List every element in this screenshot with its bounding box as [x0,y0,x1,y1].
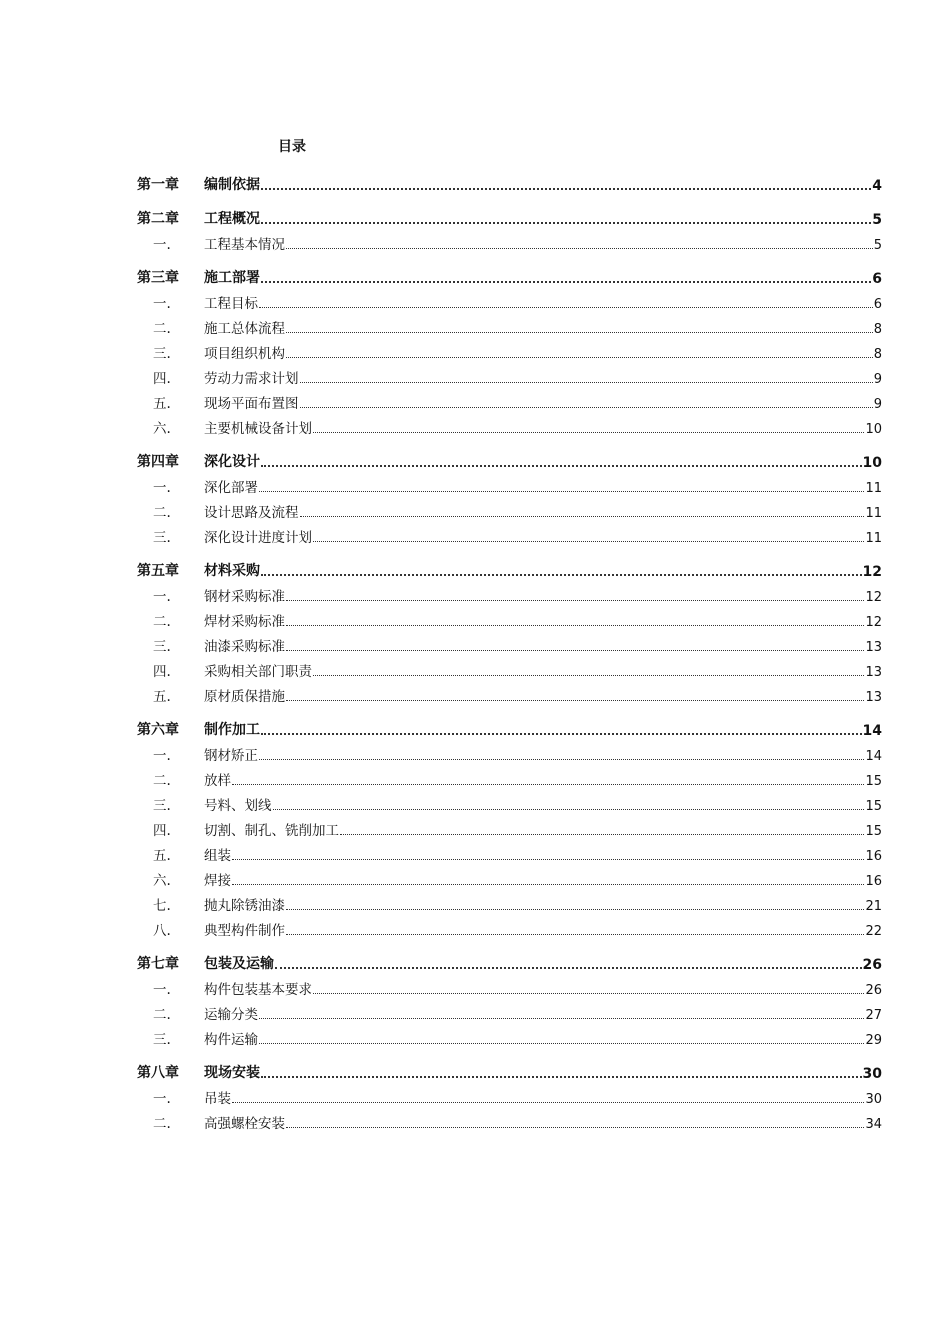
dot-leader [313,993,864,994]
toc-section-entry[interactable] [137,1082,882,1107]
section-number: 六. [153,421,171,437]
dot-leader [340,834,864,835]
page-number: 12 [862,564,882,580]
toc-section-entry[interactable] [137,764,882,789]
section-title: 焊接 [204,873,231,889]
page-number: 8 [873,322,882,337]
page-number: 30 [865,1092,882,1107]
page-number: 29 [865,1033,882,1048]
toc-section-entry[interactable] [137,387,882,412]
section-title: 原材质保措施 [204,689,285,705]
section-number: 三. [153,346,171,362]
page-number: 21 [865,899,882,914]
dot-leader [300,516,865,517]
page-number: 26 [862,957,882,973]
section-number: 八. [153,923,171,939]
toc-section-entry[interactable] [137,655,882,680]
chapter-number: 第二章 [137,211,179,227]
page-number: 4 [872,178,882,194]
section-title: 号料、划线 [204,798,272,814]
dot-leader [261,1076,862,1078]
page-number: 8 [873,347,882,362]
chapter-title: 材料采购 [204,563,260,579]
dot-leader [273,809,865,810]
dot-leader [286,909,864,910]
toc-chapter-entry[interactable] [137,947,882,973]
toc-chapter-entry[interactable] [137,713,882,739]
dot-leader [259,491,864,492]
section-number: 一. [153,237,171,253]
section-title: 采购相关部门职责 [204,664,312,680]
section-title: 工程目标 [204,296,258,312]
section-title: 主要机械设备计划 [204,421,312,437]
dot-leader [286,1127,864,1128]
section-title: 钢材采购标准 [204,589,285,605]
toc-section-entry[interactable] [137,362,882,387]
page-number: 11 [865,531,882,546]
dot-leader [313,541,864,542]
section-number: 五. [153,848,171,864]
toc-chapter-entry[interactable] [137,554,882,580]
dot-leader [286,248,873,249]
section-number: 四. [153,823,171,839]
section-number: 六. [153,873,171,889]
toc-section-entry[interactable] [137,412,882,437]
toc-section-entry[interactable] [137,814,882,839]
section-title: 深化部署 [204,480,258,496]
section-number: 二. [153,773,171,789]
toc-chapter-entry[interactable] [137,202,882,228]
table-of-contents [137,168,882,1132]
toc-section-entry[interactable] [137,998,882,1023]
toc-section-entry[interactable] [137,864,882,889]
page-number: 26 [865,983,882,998]
dot-leader [286,700,864,701]
section-number: 三. [153,1032,171,1048]
dot-leader [259,1043,864,1044]
section-number: 一. [153,1091,171,1107]
toc-section-entry[interactable] [137,839,882,864]
section-number: 一. [153,480,171,496]
dot-leader [232,1102,864,1103]
section-title: 高强螺栓安装 [204,1116,285,1132]
page-number: 6 [872,271,882,287]
toc-section-entry[interactable] [137,680,882,705]
toc-section-entry[interactable] [137,889,882,914]
toc-section-entry[interactable] [137,914,882,939]
section-number: 七. [153,898,171,914]
dot-leader [300,382,873,383]
page-number: 12 [865,615,882,630]
dot-leader [232,884,864,885]
section-title: 钢材矫正 [204,748,258,764]
toc-chapter-entry[interactable] [137,261,882,287]
section-title: 项目组织机构 [204,346,285,362]
toc-section-entry[interactable] [137,973,882,998]
page-number: 9 [873,397,882,412]
dot-leader [313,675,864,676]
page-number: 10 [862,455,882,471]
toc-chapter-entry[interactable] [137,445,882,471]
toc-chapter-entry[interactable] [137,168,882,194]
toc-section-entry[interactable] [137,312,882,337]
section-title: 油漆采购标准 [204,639,285,655]
page-number: 15 [865,774,882,789]
dot-leader [259,307,873,308]
dot-leader [286,934,864,935]
dot-leader [286,625,864,626]
dot-leader [261,465,862,467]
toc-section-entry[interactable] [137,287,882,312]
chapter-title: 工程概况 [204,211,260,227]
toc-section-entry[interactable] [137,1107,882,1132]
chapter-number: 第四章 [137,454,179,470]
dot-leader [300,407,873,408]
section-title: 工程基本情况 [204,237,285,253]
section-title: 设计思路及流程 [204,505,299,521]
section-number: 一. [153,296,171,312]
toc-section-entry[interactable] [137,789,882,814]
page-number: 11 [865,506,882,521]
page-number: 16 [865,874,882,889]
section-number: 一. [153,589,171,605]
section-title: 切割、制孔、铣削加工 [204,823,339,839]
page-number: 15 [865,824,882,839]
chapter-title: 包装及运输 [204,956,274,972]
chapter-title: 深化设计 [204,454,260,470]
chapter-title: 施工部署 [204,270,260,286]
page-number: 27 [865,1008,882,1023]
toc-section-entry[interactable] [137,496,882,521]
page-number: 30 [862,1066,882,1082]
dot-leader [286,332,873,333]
page-number: 14 [865,749,882,764]
page-number: 13 [865,640,882,655]
toc-section-entry[interactable] [137,471,882,496]
chapter-number: 第五章 [137,563,179,579]
section-title: 放样 [204,773,231,789]
dot-leader [261,188,871,190]
page-number: 34 [865,1117,882,1132]
dot-leader [286,650,864,651]
toc-section-entry[interactable] [137,739,882,764]
page-number: 16 [865,849,882,864]
section-number: 二. [153,321,171,337]
page-number: 10 [865,422,882,437]
toc-section-entry[interactable] [137,580,882,605]
section-title: 运输分类 [204,1007,258,1023]
dot-leader [261,733,862,735]
section-number: 四. [153,371,171,387]
chapter-number: 第一章 [137,177,179,193]
toc-section-entry[interactable] [137,1023,882,1048]
page-number: 12 [865,590,882,605]
chapter-number: 第七章 [137,956,179,972]
page-number: 5 [873,238,882,253]
toc-section-entry[interactable] [137,521,882,546]
chapter-title: 制作加工 [204,722,260,738]
dot-leader [232,784,864,785]
section-number: 四. [153,664,171,680]
section-title: 抛丸除锈油漆 [204,898,285,914]
section-title: 吊装 [204,1091,231,1107]
page-number: 14 [862,723,882,739]
toc-section-entry[interactable] [137,228,882,253]
dot-leader [286,600,864,601]
dot-leader [232,859,864,860]
dot-leader [275,967,862,969]
section-title: 典型构件制作 [204,923,285,939]
section-number: 二. [153,505,171,521]
page-number: 9 [873,372,882,387]
chapter-number: 第六章 [137,722,179,738]
section-number: 一. [153,982,171,998]
section-title: 深化设计进度计划 [204,530,312,546]
section-number: 二. [153,614,171,630]
section-number: 三. [153,530,171,546]
dot-leader [313,432,864,433]
page-number: 13 [865,665,882,680]
section-title: 组装 [204,848,231,864]
toc-section-entry[interactable] [137,630,882,655]
section-number: 五. [153,396,171,412]
section-title: 现场平面布置图 [204,396,299,412]
toc-section-entry[interactable] [137,337,882,362]
toc-title: 目录 [278,139,306,155]
section-title: 劳动力需求计划 [204,371,299,387]
page-number: 13 [865,690,882,705]
page-number: 22 [865,924,882,939]
section-number: 三. [153,798,171,814]
chapter-title: 现场安装 [204,1065,260,1081]
chapter-number: 第八章 [137,1065,179,1081]
section-number: 一. [153,748,171,764]
toc-chapter-entry[interactable] [137,1056,882,1082]
toc-section-entry[interactable] [137,605,882,630]
section-number: 三. [153,639,171,655]
page-number: 6 [873,297,882,312]
dot-leader [259,759,864,760]
section-title: 施工总体流程 [204,321,285,337]
section-number: 二. [153,1007,171,1023]
page-number: 11 [865,481,882,496]
dot-leader [261,574,862,576]
section-number: 五. [153,689,171,705]
page-number: 15 [865,799,882,814]
chapter-number: 第三章 [137,270,179,286]
dot-leader [286,357,873,358]
chapter-title: 编制依据 [204,177,260,193]
section-title: 构件包装基本要求 [204,982,312,998]
section-title: 构件运输 [204,1032,258,1048]
dot-leader [261,281,871,283]
dot-leader [261,222,871,224]
page-number: 5 [872,212,882,228]
section-number: 二. [153,1116,171,1132]
section-title: 焊材采购标准 [204,614,285,630]
dot-leader [259,1018,864,1019]
